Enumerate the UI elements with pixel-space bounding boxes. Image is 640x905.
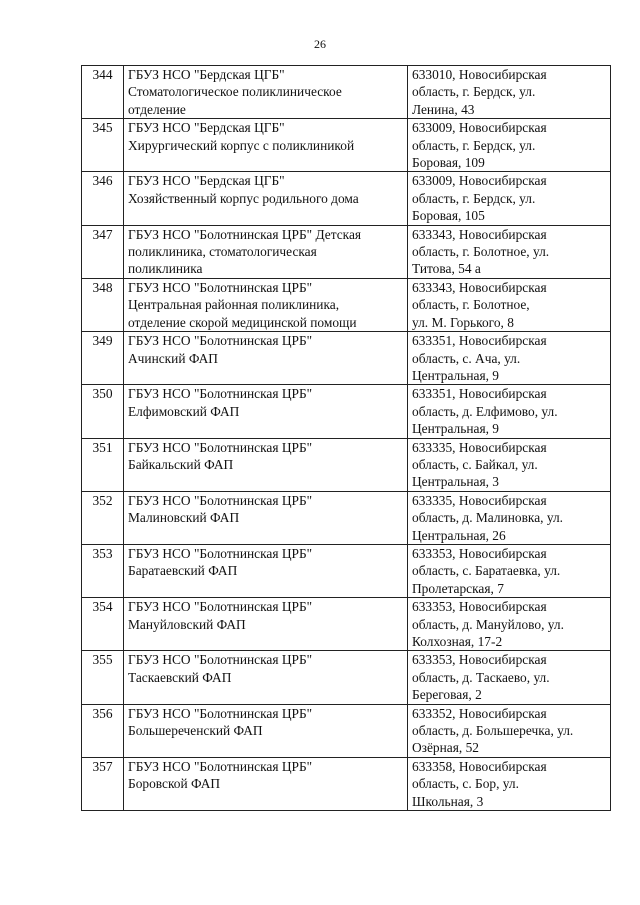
facility-name-line: ГБУЗ НСО "Болотнинская ЦРБ" <box>128 599 313 615</box>
table-row <box>82 544 611 597</box>
address-line: Центральная, 9 <box>412 367 500 383</box>
address-cell <box>408 704 611 757</box>
address-cell <box>408 119 611 172</box>
address-line: область, с. Байкал, ул. <box>412 456 538 472</box>
address-line: Центральная, 3 <box>412 474 500 490</box>
facility-name-line: Мануйловский ФАП <box>128 616 246 632</box>
row-number: 355 <box>82 651 124 704</box>
address-cell <box>408 225 611 278</box>
address-line: Титова, 54 а <box>412 261 481 277</box>
address-line: область, д. Малиновка, ул. <box>412 510 563 526</box>
facility-name-line: Малиновский ФАП <box>128 510 240 526</box>
facility-name-line: Ачинский ФАП <box>128 350 218 366</box>
address-line: ул. М. Горького, 8 <box>412 314 514 330</box>
facility-name-line: Стоматологическое поликлиническое <box>128 84 342 100</box>
row-number: 356 <box>82 704 124 757</box>
address-line: Ленина, 43 <box>412 101 475 117</box>
address-line: 633351, Новосибирская <box>412 333 547 349</box>
facility-name-line: ГБУЗ НСО "Болотнинская ЦРБ" <box>128 492 313 508</box>
address-line: область, г. Болотное, <box>412 297 530 313</box>
facilities-table <box>81 65 611 811</box>
address-cell <box>408 544 611 597</box>
address-line: 633335, Новосибирская <box>412 439 547 455</box>
row-number: 353 <box>82 544 124 597</box>
facility-name-cell <box>124 438 408 491</box>
address-line: Пролетарская, 7 <box>412 580 504 596</box>
table-row <box>82 385 611 438</box>
table-row <box>82 278 611 331</box>
table-row <box>82 66 611 119</box>
facility-name-line: отделение скорой медицинской помощи <box>128 314 357 330</box>
row-number: 348 <box>82 278 124 331</box>
facility-name-line: Таскаевский ФАП <box>128 669 232 685</box>
row-number: 349 <box>82 332 124 385</box>
facility-name-line: Большереченский ФАП <box>128 723 263 739</box>
address-line: Боровая, 109 <box>412 155 485 171</box>
facility-name-line: ГБУЗ НСО "Бердская ЦГБ" <box>128 67 285 82</box>
address-line: Колхозная, 17-2 <box>412 634 503 649</box>
facility-name-cell <box>124 544 408 597</box>
address-line: область, д. Большеречка, ул. <box>412 723 574 739</box>
table-row <box>82 438 611 491</box>
facility-name-line: Байкальский ФАП <box>128 456 234 472</box>
facility-name-line: поликлиника <box>128 261 203 277</box>
facility-name-line: поликлиника, стоматологическая <box>128 244 317 260</box>
address-line: Боровая, 105 <box>412 208 485 224</box>
address-cell <box>408 598 611 651</box>
facility-name-line: Боровской ФАП <box>128 776 221 792</box>
table-row <box>82 332 611 385</box>
address-line: 633009, Новосибирская <box>412 173 547 189</box>
address-cell <box>408 757 611 810</box>
address-line: Озёрная, 52 <box>412 740 479 756</box>
page-number: 26 <box>314 37 326 51</box>
address-cell <box>408 438 611 491</box>
facility-name-cell <box>124 278 408 331</box>
address-line: область, д. Таскаево, ул. <box>412 669 550 685</box>
address-cell <box>408 172 611 225</box>
facility-name-cell <box>124 225 408 278</box>
facility-name-line: ГБУЗ НСО "Болотнинская ЦРБ" <box>128 545 313 561</box>
table-row <box>82 119 611 172</box>
row-number: 345 <box>82 119 124 172</box>
facility-name-cell <box>124 598 408 651</box>
facility-name-line: Баратаевский ФАП <box>128 563 238 579</box>
address-line: Береговая, 2 <box>412 687 482 703</box>
facility-name-line: ГБУЗ НСО "Бердская ЦГБ" <box>128 120 285 136</box>
table-row <box>82 757 611 810</box>
facility-name-line: ГБУЗ НСО "Болотнинская ЦРБ" <box>128 439 313 455</box>
address-line: Центральная, 9 <box>412 421 500 437</box>
row-number: 347 <box>82 225 124 278</box>
address-line: область, г. Бердск, ул. <box>412 190 536 206</box>
facility-name-line: отделение <box>128 101 186 117</box>
table-row <box>82 491 611 544</box>
address-line: область, д. Елфимово, ул. <box>412 403 558 419</box>
address-line: 633353, Новосибирская <box>412 599 547 615</box>
table-row <box>82 225 611 278</box>
facility-name-cell <box>124 651 408 704</box>
facility-name-line: Хирургический корпус с поликлиникой <box>128 137 355 153</box>
facility-name-line: Елфимовский ФАП <box>128 403 240 419</box>
address-cell <box>408 66 611 119</box>
facility-name-line: ГБУЗ НСО "Болотнинская ЦРБ" Детская <box>128 226 362 242</box>
row-number: 346 <box>82 172 124 225</box>
address-line: область, с. Баратаевка, ул. <box>412 563 561 579</box>
address-cell <box>408 385 611 438</box>
address-line: область, д. Мануйлово, ул. <box>412 616 564 632</box>
address-line: Центральная, 26 <box>412 527 506 543</box>
address-line: 633353, Новосибирская <box>412 652 547 668</box>
address-line: 633358, Новосибирская <box>412 758 547 774</box>
address-line: область, с. Ача, ул. <box>412 350 521 366</box>
address-line: 633335, Новосибирская <box>412 492 547 508</box>
facility-name-cell <box>124 704 408 757</box>
facility-name-line: Хозяйственный корпус родильного дома <box>128 190 359 206</box>
facility-name-cell <box>124 172 408 225</box>
row-number: 352 <box>82 491 124 544</box>
facility-name-line: ГБУЗ НСО "Болотнинская ЦРБ" <box>128 333 313 349</box>
row-number: 357 <box>82 757 124 810</box>
address-line: 633352, Новосибирская <box>412 705 547 721</box>
address-line: область, с. Бор, ул. <box>412 776 519 792</box>
facility-name-cell <box>124 491 408 544</box>
facility-name-line: ГБУЗ НСО "Бердская ЦГБ" <box>128 173 285 189</box>
facility-name-line: ГБУЗ НСО "Болотнинская ЦРБ" <box>128 386 313 402</box>
facility-name-line: ГБУЗ НСО "Болотнинская ЦРБ" <box>128 279 313 295</box>
facility-name-cell <box>124 119 408 172</box>
address-cell <box>408 651 611 704</box>
row-number: 344 <box>82 66 124 119</box>
table-row <box>82 704 611 757</box>
table-row <box>82 598 611 651</box>
facility-name-line: ГБУЗ НСО "Болотнинская ЦРБ" <box>128 652 313 668</box>
table-row <box>82 651 611 704</box>
address-line: Школьная, 3 <box>412 793 484 809</box>
address-line: 633009, Новосибирская <box>412 120 547 136</box>
address-line: 633353, Новосибирская <box>412 545 547 561</box>
facility-name-cell <box>124 757 408 810</box>
address-cell <box>408 332 611 385</box>
address-line: 633010, Новосибирская <box>412 67 547 82</box>
address-line: область, г. Бердск, ул. <box>412 84 536 100</box>
address-line: 633343, Новосибирская <box>412 279 547 295</box>
facility-name-cell <box>124 332 408 385</box>
address-line: область, г. Болотное, ул. <box>412 244 550 260</box>
facility-name-line: ГБУЗ НСО "Болотнинская ЦРБ" <box>128 758 313 774</box>
row-number: 354 <box>82 598 124 651</box>
address-line: 633351, Новосибирская <box>412 386 547 402</box>
facility-name-cell <box>124 385 408 438</box>
row-number: 350 <box>82 385 124 438</box>
facility-name-line: ГБУЗ НСО "Болотнинская ЦРБ" <box>128 705 313 721</box>
facility-name-line: Центральная районная поликлиника, <box>128 297 340 313</box>
table-row <box>82 172 611 225</box>
address-line: 633343, Новосибирская <box>412 226 547 242</box>
address-cell <box>408 278 611 331</box>
address-line: область, г. Бердск, ул. <box>412 137 536 153</box>
address-cell <box>408 491 611 544</box>
row-number: 351 <box>82 438 124 491</box>
facility-name-cell <box>124 66 408 119</box>
